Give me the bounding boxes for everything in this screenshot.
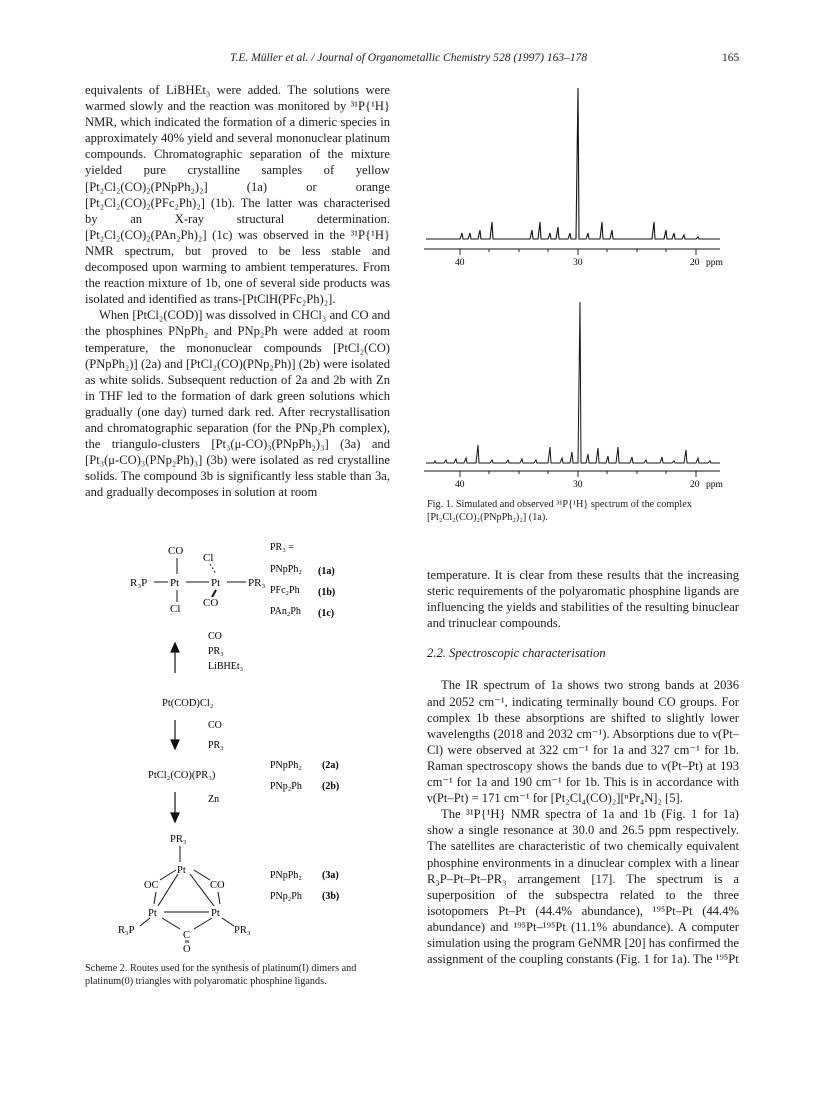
dimer-ligand-1c: PAn₂Ph: [270, 606, 301, 617]
tri-pt-right: Pt: [211, 908, 220, 919]
left-paragraph-1: equivalents of LiBHEt₃ were added. The solutions were warmed slowly and the reaction was monitored by ³¹P{¹H} NMR, which indicated the formation of a dimeric species in approximately 40% yield and several mononuclear platinum compounds. Chromatographic separation of the mixture yielded pure crystalline samples of yellow [Pt₂Cl₂(CO)₂(PNpPh₂)₂] (1a) or orange [Pt₂Cl₂(CO)₂(PFc₂Ph)₂] (1b). The latter was characterised by an X-ray structural determination. [Pt₂Cl₂(CO)₂(PAn₂Ph)₂] (1c) was observed in the ³¹P{¹H} NMR spectrum, but proved to be less stable and decomposed upon warming to ambient temperatures. From the reaction mixture of 1b, one of several side products was isolated and identified as trans-[PtClH(PFc₂Ph)₂].: [85, 83, 390, 307]
pr3-definition: PR₃ =: [270, 542, 294, 553]
running-title: T.E. Müller et al. / Journal of Organometallic Chemistry 528 (1997) 163–178: [230, 52, 588, 64]
tri-co-left: OC: [144, 880, 159, 891]
dimer-pt-2: Pt: [211, 577, 221, 589]
dimer-label-1b: (1b): [318, 587, 336, 598]
dimer-cl-top: Cl: [203, 552, 214, 564]
figure-1-caption: Fig. 1. Simulated and observed ³¹P{¹H} spectrum of the complex [Pt₂Cl₂(CO)₂(PNpPh₂)₂] (1a).: [427, 499, 692, 523]
step1-pr3: PR₃: [208, 646, 224, 657]
tri-pt-top: Pt: [177, 865, 186, 876]
tri-top-ligand: PR₃: [170, 834, 187, 845]
running-header: [0, 52, 816, 72]
mono-ligand-2b: PNp₂Ph: [270, 781, 302, 792]
dimer-cl-bottom: Cl: [170, 603, 181, 615]
dimer-ligand-1a: PNpPh₂: [270, 564, 302, 575]
dimer-ligand-1b: PFc₂Ph: [270, 585, 300, 596]
section-heading: 2.2. Spectroscopic characterisation: [427, 646, 606, 661]
tri-pt-left: Pt: [148, 908, 157, 919]
tri-ligand-3a: PNpPh₂: [270, 870, 302, 881]
tri-right-ligand: PR₃: [234, 925, 251, 936]
dimer-right-ligand: PR₃: [248, 577, 266, 589]
step2-pr3: PR₃: [208, 740, 224, 751]
figure-1-spectra: [420, 82, 740, 494]
mono-label-2b: (2b): [322, 781, 340, 792]
right-paragraph-3: The ³¹P{¹H} NMR spectra of 1a and 1b (Fig. 1 for 1a) show a single resonance at 30.0 and 26.5 ppm respectively. The satellites are characteristic of two chemically equivalent phosphine environments in a dinuclear complex with a linear R₃P–Pt–Pt–PR₃ arrangement [17]. The spectrum is a superposition of the subspectra related to the three isotopomers Pt–Pt (44.4% abundance), ¹⁹⁵Pt–Pt (44.4% abundance) and ¹⁹⁵Pt–¹⁹⁵Pt (11.1% abundance). A computer simulation using the program GeNMR [20] has confirmed the assignment of the coupling constants (Fig. 1 for 1a). The ¹⁹⁵Pt: [427, 807, 739, 967]
tri-label-3a: (3a): [322, 870, 339, 881]
top-tick-20: 20: [690, 258, 700, 268]
bottom-axis: [424, 471, 720, 477]
simulated-trace: [426, 88, 720, 239]
tri-ligand-3b: PNp₂Ph: [270, 891, 302, 902]
bottom-tick-40: 40: [455, 480, 465, 490]
right-paragraph-1: temperature. It is clear from these results that the increasing steric requirements of the polyaromatic phosphine ligands are influencing the yields and stabilities of the resulting binuclear and trinuclear compounds.: [427, 568, 739, 631]
observed-spectrum: [426, 302, 720, 463]
top-tick-40: 40: [455, 258, 465, 268]
dimer-label-1c: (1c): [318, 608, 335, 619]
step3-zn: Zn: [208, 794, 220, 805]
observed-trace: [426, 302, 720, 463]
top-axis: [424, 249, 720, 255]
dimer-structure: [130, 545, 265, 615]
scheme-2: [100, 540, 400, 960]
dimer-co-bottom: CO: [203, 597, 219, 609]
scheme-2-caption: Scheme 2. Routes used for the synthesis of platinum(I) dimers and platinum(0) triangles with polyaromatic phosphine ligands.: [85, 963, 357, 987]
right-column: [427, 567, 739, 967]
dimer-pt-1: Pt: [170, 577, 180, 589]
simulated-spectrum: [426, 88, 720, 239]
dimer-left-ligand: R₃P: [130, 577, 148, 589]
start-material: Pt(COD)Cl₂: [162, 698, 214, 709]
tri-left-ligand: R₃P: [118, 925, 135, 936]
page-number: 165: [722, 52, 740, 64]
step1-co: CO: [208, 631, 222, 642]
left-column: [85, 82, 390, 500]
mono-complex: PtCl₂(CO)(PR₃): [148, 770, 216, 781]
dimer-label-1a: (1a): [318, 566, 335, 577]
tri-label-3b: (3b): [322, 891, 340, 902]
step1-libhet3: LiBHEt₃: [208, 661, 244, 672]
bottom-tick-30: 30: [573, 480, 583, 490]
right-paragraph-2: The IR spectrum of 1a shows two strong bands at 2036 and 2052 cm⁻¹, indicating terminally bound CO groups. For complex 1b these absorptions are shifted to slightly lower wavelengths (2018 and 2032 cm⁻¹). Absorptions due to ν(Pt–Cl) were observed at 322 cm⁻¹ for 1a and 327 cm⁻¹ for 1b. Raman spectroscopy shows the bands due to ν(Pt–Pt) at 193 cm⁻¹ for 1a and 190 cm⁻¹ for 1b. This is in accordance with ν(Pt–Pt) = 171 cm⁻¹ for [Pt₂Cl₄(CO)₂][ⁿPr₄N]₂ [5].: [427, 678, 739, 806]
dimer-co-top: CO: [168, 545, 184, 557]
left-paragraph-2: When [PtCl₂(COD)] was dissolved in CHCl₃ and CO and the phosphines PNpPh₂ and PNp₂Ph were added at room temperature, the mononuclear compounds [PtCl₂(CO)(PNpPh₂)] (2a) and [PtCl₂(CO)(PNp₂Ph)] (2b) were isolated as white solids. Subsequent reduction of 2a and 2b with Zn in THF led to the formation of dark green solutions which gradually (one day) turned dark red. After recrystallisation and chromatographic separation (for the PNp₂Ph complex), the triangulo-clusters [Pt₃(μ-CO)₃(PNpPh₂)₃] (3a) and [Pt₃(μ-CO)₃(PNp₂Ph)₃] (3b) were isolated as red crystalline solids. The compound 3b is significantly less stable than 3a, and gradually decomposes in solution at room: [85, 308, 390, 500]
mono-label-2a: (2a): [322, 760, 339, 771]
tri-co-o: O: [183, 944, 191, 955]
tri-co-c: C: [183, 930, 191, 941]
tri-co-right: CO: [210, 880, 225, 891]
bottom-axis-unit: ppm: [706, 480, 723, 490]
step2-co: CO: [208, 720, 222, 731]
top-tick-30: 30: [573, 258, 583, 268]
mono-ligand-2a: PNpPh₂: [270, 760, 302, 771]
triangle-cluster: [118, 834, 251, 955]
top-axis-unit: ppm: [706, 258, 723, 268]
bottom-tick-20: 20: [690, 480, 700, 490]
